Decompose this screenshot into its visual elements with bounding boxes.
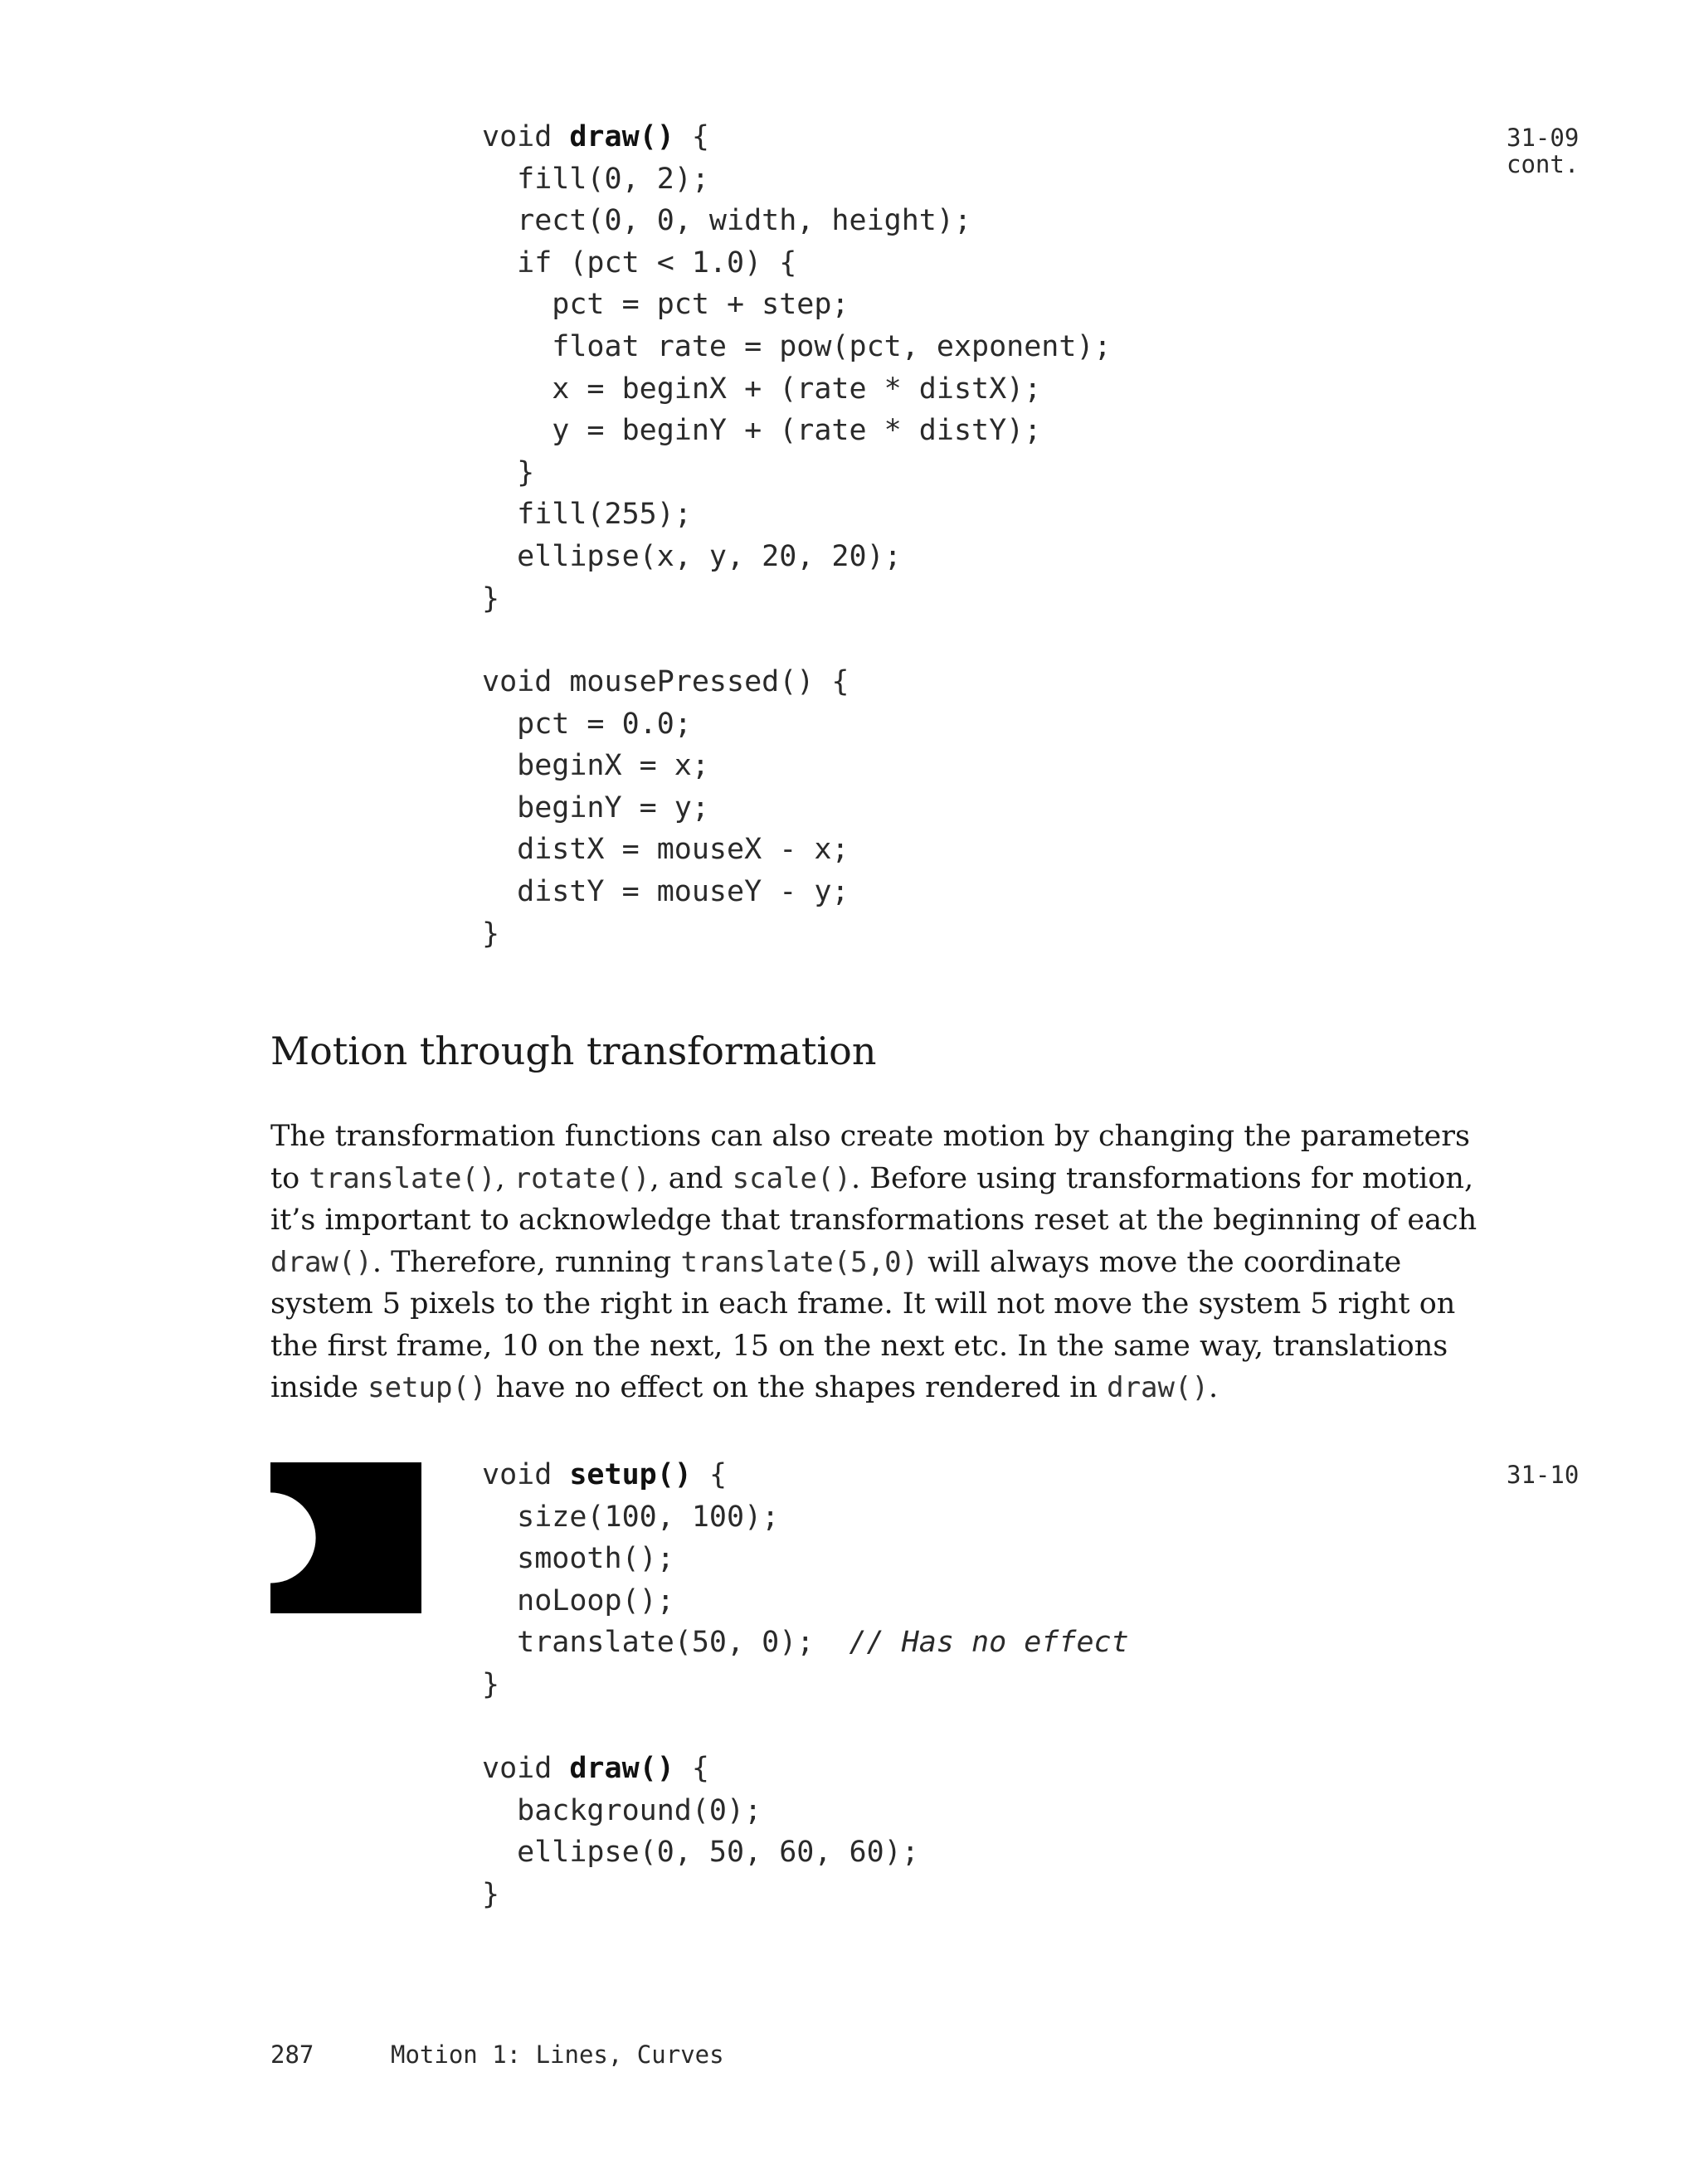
inline-code-scale: scale(): [732, 1161, 851, 1195]
code-draw-body: fill(0, 2); rect(0, 0, width, height); if (pct < 1.0) { pct = pct + step; float rate = pow(pct, exponent); x = beginX + (rate * distX); y = beginY + (rate * distY); } fill(255); ellipse(x, y, 20, 20); }: [482, 162, 1112, 615]
inline-code-rotate: rotate(): [514, 1161, 650, 1195]
code-label-31-09: [1507, 124, 1579, 178]
code-brace: {: [674, 120, 709, 153]
code-function-name: draw(): [569, 120, 674, 153]
code-keyword: void: [482, 1458, 570, 1491]
code-function-name: setup(): [569, 1458, 692, 1491]
code-setup-body: size(100, 100); smooth(); noLoop(); translate(50, 0);: [517, 1500, 815, 1660]
chapter-title: Motion 1: Lines, Curves: [391, 2041, 724, 2069]
code-setup-function: [482, 1454, 1129, 1706]
inline-code-setup: setup(): [368, 1371, 487, 1404]
section-heading: Motion through transformation: [270, 1029, 877, 1073]
code-keyword: void: [482, 1752, 570, 1785]
code-keyword: void: [482, 120, 570, 153]
code-comment: // Has no effect: [849, 1626, 1129, 1660]
code-draw-body: background(0); ellipse(0, 50, 60, 60); }: [482, 1793, 919, 1911]
inline-code-translate-5-0: translate(5,0): [680, 1245, 919, 1279]
inline-code-draw: draw(): [270, 1245, 372, 1279]
sketch-canvas: [270, 1462, 421, 1613]
code-label-cont: cont.: [1507, 150, 1580, 178]
inline-code-draw-2: draw(): [1107, 1371, 1209, 1404]
code-mousepressed-function: void mousePressed() { pct = 0.0; beginX = x; beginY = y; distX = mouseX - x; distY = mouseY - y; }: [482, 665, 850, 951]
code-brace: {: [691, 1458, 728, 1491]
code-draw-function-2: [482, 1748, 919, 1915]
code-brace: }: [482, 1667, 500, 1701]
code-function-name: draw(): [569, 1752, 674, 1785]
code-label-number: 31-09: [1507, 124, 1580, 152]
sketch-output-image: [270, 1462, 421, 1613]
code-brace: {: [674, 1752, 709, 1785]
code-label-31-10: 31-10: [1507, 1461, 1580, 1489]
page-number: 287: [270, 2041, 314, 2069]
inline-code-translate: translate(): [309, 1161, 496, 1195]
body-paragraph: The transformation functions can also create motion by changing the parameters to translate(), rotate(), and scale(). Before using transformations for motion, it’s important to acknowledge that transformations reset at the beginning of each draw(). Therefore, running translate(5,0) will always move the coordinate system 5 pixels to the right in each frame. It will not move the system 5 right on the first frame, 10 on the next, 15 on the next etc. In the same way, translations inside setup() have no effect on the shapes rendered in draw().: [270, 1120, 1477, 1404]
code-draw-function: [482, 116, 1112, 620]
